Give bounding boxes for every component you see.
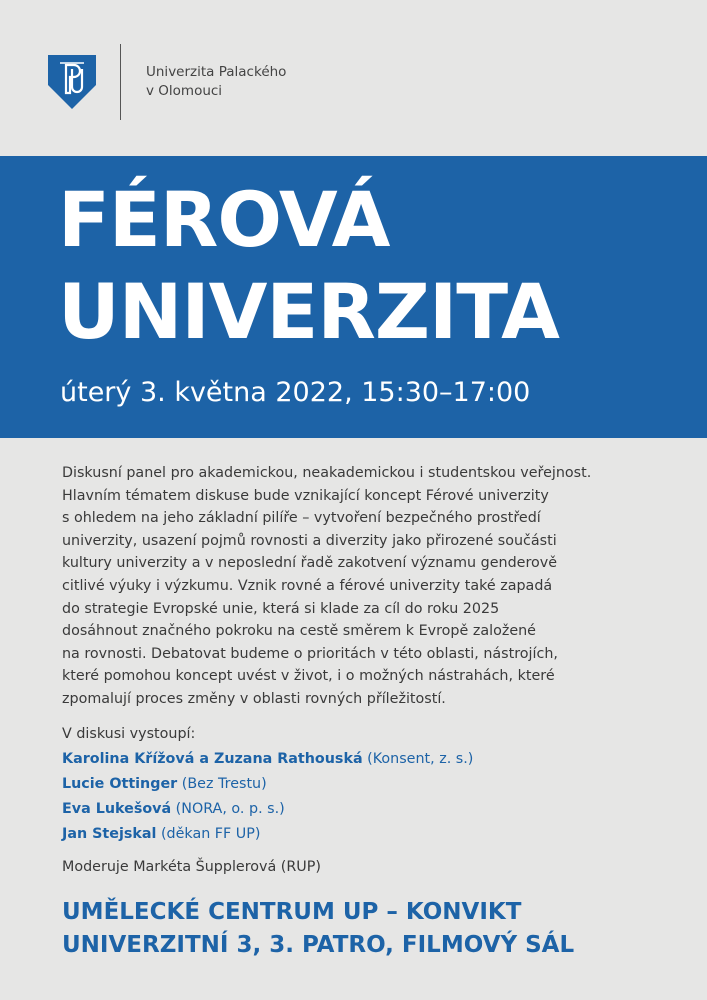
description-line: s ohledem na jeho základní pilíře – vytvoření bezpečného prostředí	[62, 510, 541, 527]
moderator-line: Moderuje Markéta Šupplerová (RUP)	[62, 859, 321, 875]
university-name	[146, 63, 286, 101]
venue-line2: UNIVERZITNÍ 3, 3. PATRO, FILMOVÝ SÁL	[62, 932, 575, 958]
speaker-name: Karolina Křížová a Zuzana Rathouská	[62, 751, 363, 767]
university-name-line2: v Olomouci	[146, 83, 223, 99]
up-shield-logo-icon	[48, 55, 96, 109]
description-line: Diskusní panel pro akademickou, neakademickou i studentskou veřejnost.	[62, 465, 592, 481]
description-line: Hlavním tématem diskuse bude vznikající koncept Férové univerzity	[62, 487, 549, 504]
speakers-intro: V diskusi vystoupí:	[62, 726, 196, 742]
speaker-org: (NORA, o. p. s.)	[171, 801, 285, 817]
event-title-line1: FÉROVÁ	[58, 175, 390, 264]
description-line: do strategie Evropské unie, která si klade za cíl do roku 2025	[62, 600, 500, 617]
speaker-item	[62, 747, 473, 772]
speaker-org: (Konsent, z. s.)	[362, 751, 474, 767]
description-line: citlivé výuky i výzkumu. Vznik rovné a férové univerzity také zapadá	[62, 577, 553, 594]
venue	[62, 896, 574, 962]
description-line: které pomohou koncept uvést v život, i o možných nástrahách, které	[62, 668, 555, 685]
header-divider	[120, 44, 121, 120]
event-description	[62, 462, 682, 711]
speaker-item	[62, 822, 473, 847]
description-line: kultury univerzity a v neposlední řadě zakotvení významu genderově	[62, 555, 558, 572]
event-title-line2: UNIVERZITA	[58, 267, 559, 356]
university-name-line1: Univerzita Palackého	[146, 64, 287, 80]
description-line: dosáhnout značného pokroku na cestě směrem k Evropě založené	[62, 623, 536, 640]
venue-line1: UMĚLECKÉ CENTRUM UP – KONVIKT	[62, 899, 522, 925]
speakers-section	[62, 722, 473, 880]
speaker-org: (Bez Trestu)	[177, 776, 267, 792]
speaker-item	[62, 772, 473, 797]
event-title	[58, 174, 559, 358]
description-line: zpomalují proces změny v oblasti rovných příležitostí.	[62, 690, 446, 707]
description-line: na rovnosti. Debatovat budeme o prioritách v této oblasti, nástrojích,	[62, 645, 558, 662]
speaker-item	[62, 797, 473, 822]
description-line: univerzity, usazení pojmů rovnosti a diverzity jako přirozené součásti	[62, 532, 557, 549]
speaker-org: (děkan FF UP)	[156, 826, 261, 842]
speaker-name: Lucie Ottinger	[62, 776, 178, 792]
speaker-name: Eva Lukešová	[62, 801, 172, 817]
speaker-name: Jan Stejskal	[62, 826, 157, 842]
event-datetime: úterý 3. května 2022, 15:30–17:00	[60, 377, 531, 408]
